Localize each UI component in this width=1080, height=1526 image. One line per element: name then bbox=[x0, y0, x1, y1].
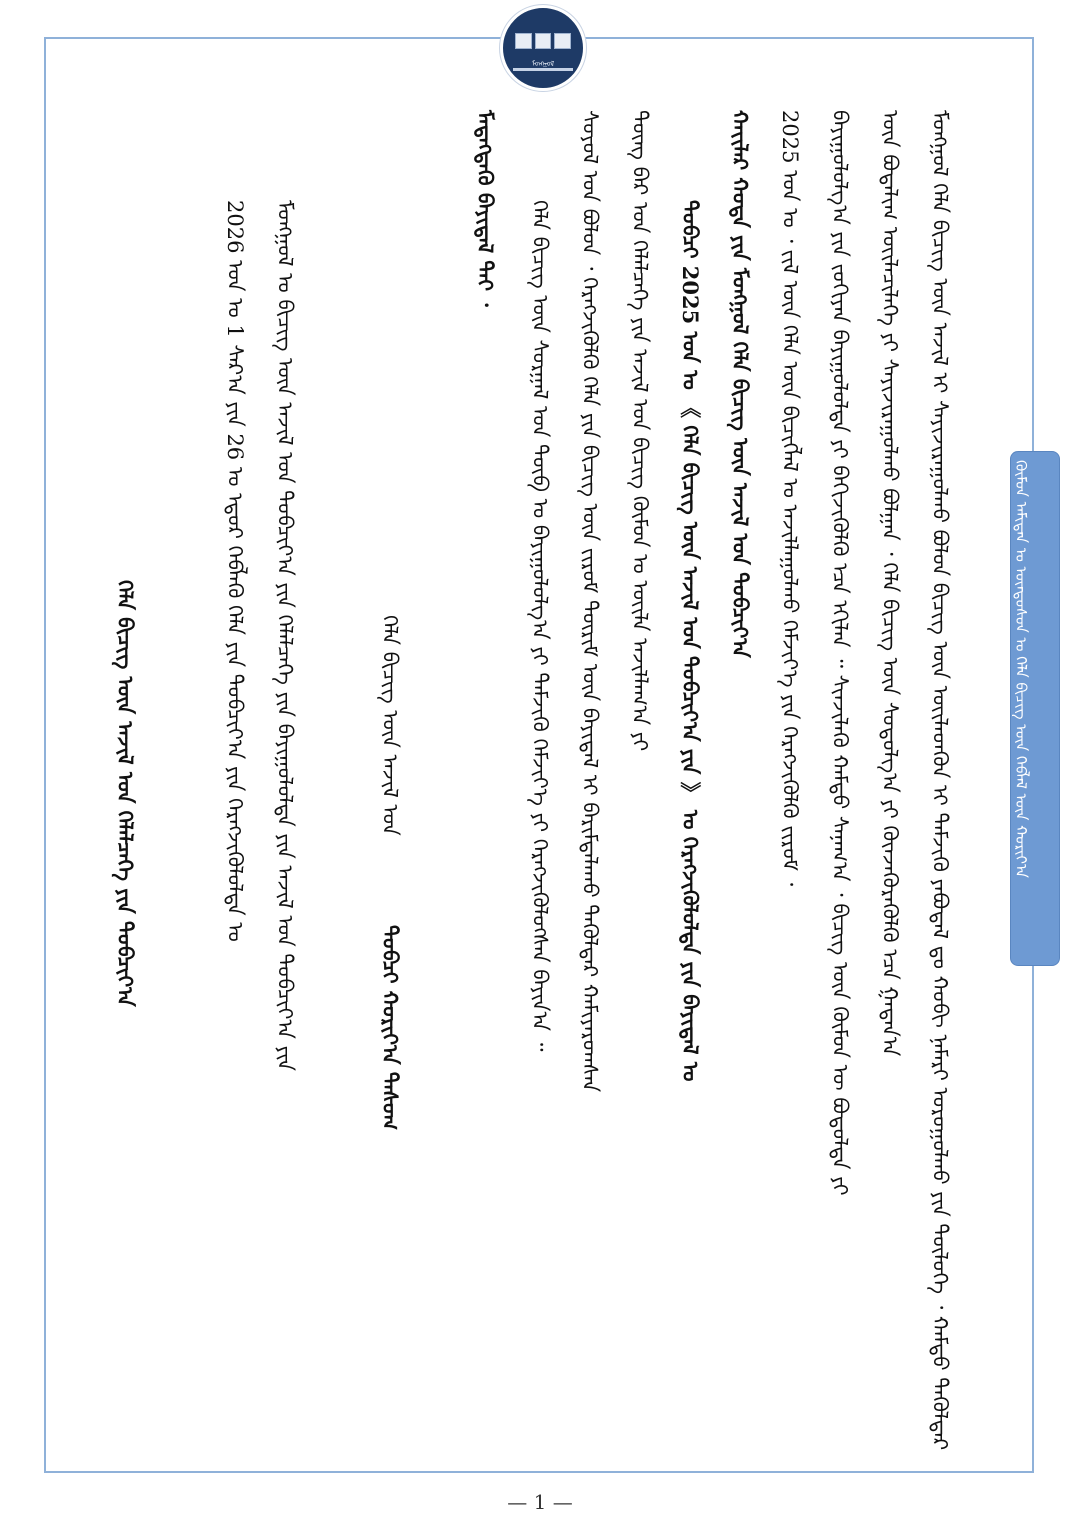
page-number: — 1 — bbox=[507, 1490, 573, 1514]
paragraph-line-1: ᠮᠣᠩᠭᠣᠯ ᠬᠡᠯᠡ ᠪᠢᠴᠢᠭ ᠦᠨ ᠠᠵᠢᠯ ᠢ ᠰᠠᠶᠢᠵᠢᠷᠠᠭᠤᠯᠬᠤ ᠪᠣᠯᠤᠨ ᠪᠢᠴᠢᠭ ᠦᠨ ᠦᠢᠯᠡᠳᠬᠦᠨ ᠢ ᠳᠡᠮᠵᠢᠬᠦ ᠶᠠᠪᠤᠳᠠᠯ ᠳᠤ ᠬᠤᠪᠢ ᠨᠡᠮᠡᠷᠢ ᠣᠷᠣᠭᠤᠯᠬᠤ ᠶᠢᠨ ᠲᠥᠯᠦᠭᠡ ᠂ ᠬᠠᠮᠲᠤ ᠲᠡᠭᠦᠯᠳᠡᠷ bbox=[928, 110, 952, 1451]
paragraph-line-10: ᠮᠡᠳᠡᠭᠳᠡᠬᠦ ᠪᠠᠶᠢᠳᠠᠯ ᠲᠠᠢ ᠂ bbox=[473, 110, 498, 307]
date-line-1: ᠮᠣᠩᠭᠣᠯ ᠤ ᠪᠢᠴᠢᠭ ᠦᠨ ᠠᠵᠢᠯ ᠤᠨ ᠲᠣᠪᠴᠢᠶ᠎ᠠ ᠶᠢᠨ ᠬᠡᠯᠡᠯᠴᠡᠭᠡ ᠶᠢᠨ ᠪᠠᠶᠢᠭᠤᠯᠤᠯᠲᠠ ᠶᠢᠨ ᠠᠵᠢᠯ ᠤᠨ ᠲᠣᠪᠴᠢᠶ᠎ᠠ ᠶᠢᠨ bbox=[273, 200, 297, 1071]
paragraph-line-4: 2025 ᠣᠨ ᠤ ᠂ ᠵᠢᠯ ᠦᠨ ᠬᠡᠯᠡ ᠦᠨ ᠪᠢᠴᠢᠭ᠌ᠯᠡᠯ ᠤ ᠠᠵᠢᠯᠯᠠᠭᠤᠯᠬᠤ ᠬᠡᠮᠵᠢᠶ᠎ᠡ ᠶᠢᠨ ᠬᠡᠷᠡᠭᠵᠢᠭᠦᠯᠬᠦ ᠵᠢᠷᠤᠮ ᠂ bbox=[778, 110, 802, 887]
paragraph-line-5: ᠬᠠᠶ᠋ᠢᠯᠠᠷ ᠬᠣᠲᠠ ᠶᠢᠨ ᠮᠣᠩᠭᠣᠯ ᠬᠡᠯᠡ ᠪᠢᠴᠢᠭ ᠦᠨ ᠠᠵᠢᠯ ᠤᠨ ᠲᠣᠪᠴᠢᠶ᠎ᠠ bbox=[728, 110, 753, 658]
paragraph-line-3: ᠪᠠᠶᠢᠭᠤᠯᠤᠯᠭ᠎ᠠ ᠶᠢᠨ ᠵᠤᠬᠢᠶᠠᠨ ᠪᠠᠶᠢᠭᠤᠯᠤᠯᠲᠠ ᠶᠢ ᠪᠡᠬᠢᠵᠢᠭᠦᠯᠬᠦ ᠡᠴᠡ ᠡᠬᠢᠯᠡᠨ ᠃ ᠰᠢᠨᠵᠢᠯᠡᠬᠦ ᠬᠠᠮᠲᠤ ᠰᠠᠨᠠᠭ᠎ᠠ ᠂ ᠪᠢᠴᠢᠭ ᠦᠨ ᠬᠦᠮᠦᠨ ᠦ ᠪᠤᠳᠤᠯᠲᠠ ᠶᠢ bbox=[828, 110, 852, 1196]
side-tab-label: ᠬᠦᠮᠦᠨ ᠠᠮᠢᠲᠠᠨ ᠤ ᠦᠨᠳᠦᠰᠦᠨ ᠤ ᠬᠡᠯᠡ ᠪᠢᠴᠢᠭ ᠦᠨ ᠬᠡᠪᠯᠡᠯ ᠦᠨ ᠬᠣᠷᠢᠶ᠎ᠠ bbox=[1012, 460, 1030, 878]
paragraph-line-7: ᠳᠦᠩ ᠪᠠᠷ ᠤᠨ ᠬᠡᠯᠡᠯᠴᠡᠭᠡ ᠶᠢᠨ ᠠᠵᠢᠯ ᠤᠨ ᠪᠢᠴᠢᠭ ᠬᠦᠮᠦᠨ ᠤ ᠦᠢᠯᠡ ᠠᠵᠢᠯᠯᠠᠭ᠎ᠠ ᠶᠢ bbox=[628, 110, 652, 752]
signature-name: ᠲᠣᠪᠴᠢ ᠬᠣᠷᠢᠶ᠎ᠠ ᠲᠠᠰᠤᠭ bbox=[378, 925, 403, 1131]
paragraph-line-8: ᠰᠣᠶᠣᠯ ᠤᠨ ᠪᠣᠯᠤᠨ ᠂ ᠬᠡᠷᠡᠭᠵᠢᠭᠦᠯᠬᠦ ᠬᠡᠯᠡ ᠶᠢᠨ ᠪᠢᠴᠢᠭ ᠦᠨ ᠵᠢᠷᠤᠮ ᠳᠦᠷᠢᠮ ᠦᠨ ᠪᠠᠶᠢᠳᠠᠯ ᠢ ᠪᠠᠷᠢᠮᠲᠠᠯᠠᠬᠤ ᠲᠡᠭᠦᠯᠳᠡᠷ ᠬᠠᠮᠢᠶᠠᠷᠤᠭᠰᠠᠨ bbox=[578, 110, 602, 1093]
emblem-logo: ᠮᠣᠩᠭᠣᠯ bbox=[500, 5, 586, 91]
paragraph-line-9: ᠬᠡᠯᠡ ᠪᠢᠴᠢᠭ ᠦᠨ ᠰᠤᠷᠭᠠᠯ ᠤᠨ ᠲᠥᠪ ᠤ ᠪᠠᠶᠢᠭᠤᠯᠤᠯᠭ᠎ᠠ ᠶᠢ ᠳᠡᠮᠵᠢᠬᠦ ᠬᠡᠮᠵᠢᠶ᠎ᠡ ᠶᠢ ᠬᠡᠷᠡᠭᠵᠢᠭᠦᠯᠦᠭᠰᠡᠨ ᠪᠠᠶᠢᠨ᠎ᠠ ᠃ bbox=[528, 200, 552, 1052]
paragraph-line-2: ᠦᠨ ᠪᠣᠲᠠᠯᠢᠭ ᠦᠢᠯᠡᠴᠢᠯᠡᠭᠡ ᠶᠢ ᠰᠠᠶᠢᠵᠢᠷᠠᠭᠤᠯᠬᠤ ᠪᠣᠯᠭᠠᠨ ᠂ ᠬᠡᠯᠡ ᠪᠢᠴᠢᠭ ᠦᠨ ᠰᠤᠳᠤᠯᠭ᠎ᠠ ᠶᠢ ᠭᠦᠨᠵᠡᠭᠦᠷᠡᠭᠦᠯᠬᠦ ᠡᠴᠡ ᠭᠠᠳᠠᠨ᠎ᠠ bbox=[878, 110, 902, 1057]
date-line-2: 2026 ᠣᠨ ᠤ 1 ᠰᠠᠷ᠎ᠠ ᠶᠢᠨ 26 ᠤ ᠡᠳᠦᠷ ᠬᠡᠪᠯᠡᠬᠦ ᠬᠡᠯᠡ ᠶᠢᠨ ᠲᠣᠪᠴᠢᠶ᠎ᠠ ᠶᠢᠨ ᠬᠡᠷᠡᠭᠵᠢᠭᠦᠯᠦᠯᠲᠡ ᠤ bbox=[223, 200, 247, 942]
signature-org: ᠬᠡᠯᠡ ᠪᠢᠴᠢᠭ ᠦᠨ ᠠᠵᠢᠯ ᠤᠨ bbox=[378, 615, 402, 836]
paragraph-line-6: ᠲᠣᠪᠴᠢ 2025 ᠣᠨ ᠤ 《 ᠬᠡᠯᠡ ᠪᠢᠴᠢᠭ ᠦᠨ ᠠᠵᠢᠯ ᠤᠨ ᠲᠣᠪᠴᠢᠶ᠎ᠠ ᠶᠢᠨ 》 ᠤ ᠬᠡᠷᠡᠭᠵᠢᠭᠦᠯᠦᠯᠲᠡ ᠶᠢᠨ ᠪᠠᠶᠢᠳᠠᠯ ᠤ bbox=[678, 200, 703, 1082]
closing-line: ᠬᠡᠯᠡ ᠪᠢᠴᠢᠭ ᠦᠨ ᠠᠵᠢᠯ ᠤᠨ ᠬᠡᠯᠡᠯᠴᠡᠭᠡ ᠶᠢᠨ ᠲᠣᠪᠴᠢᠶ᠎ᠠ bbox=[113, 580, 138, 1007]
